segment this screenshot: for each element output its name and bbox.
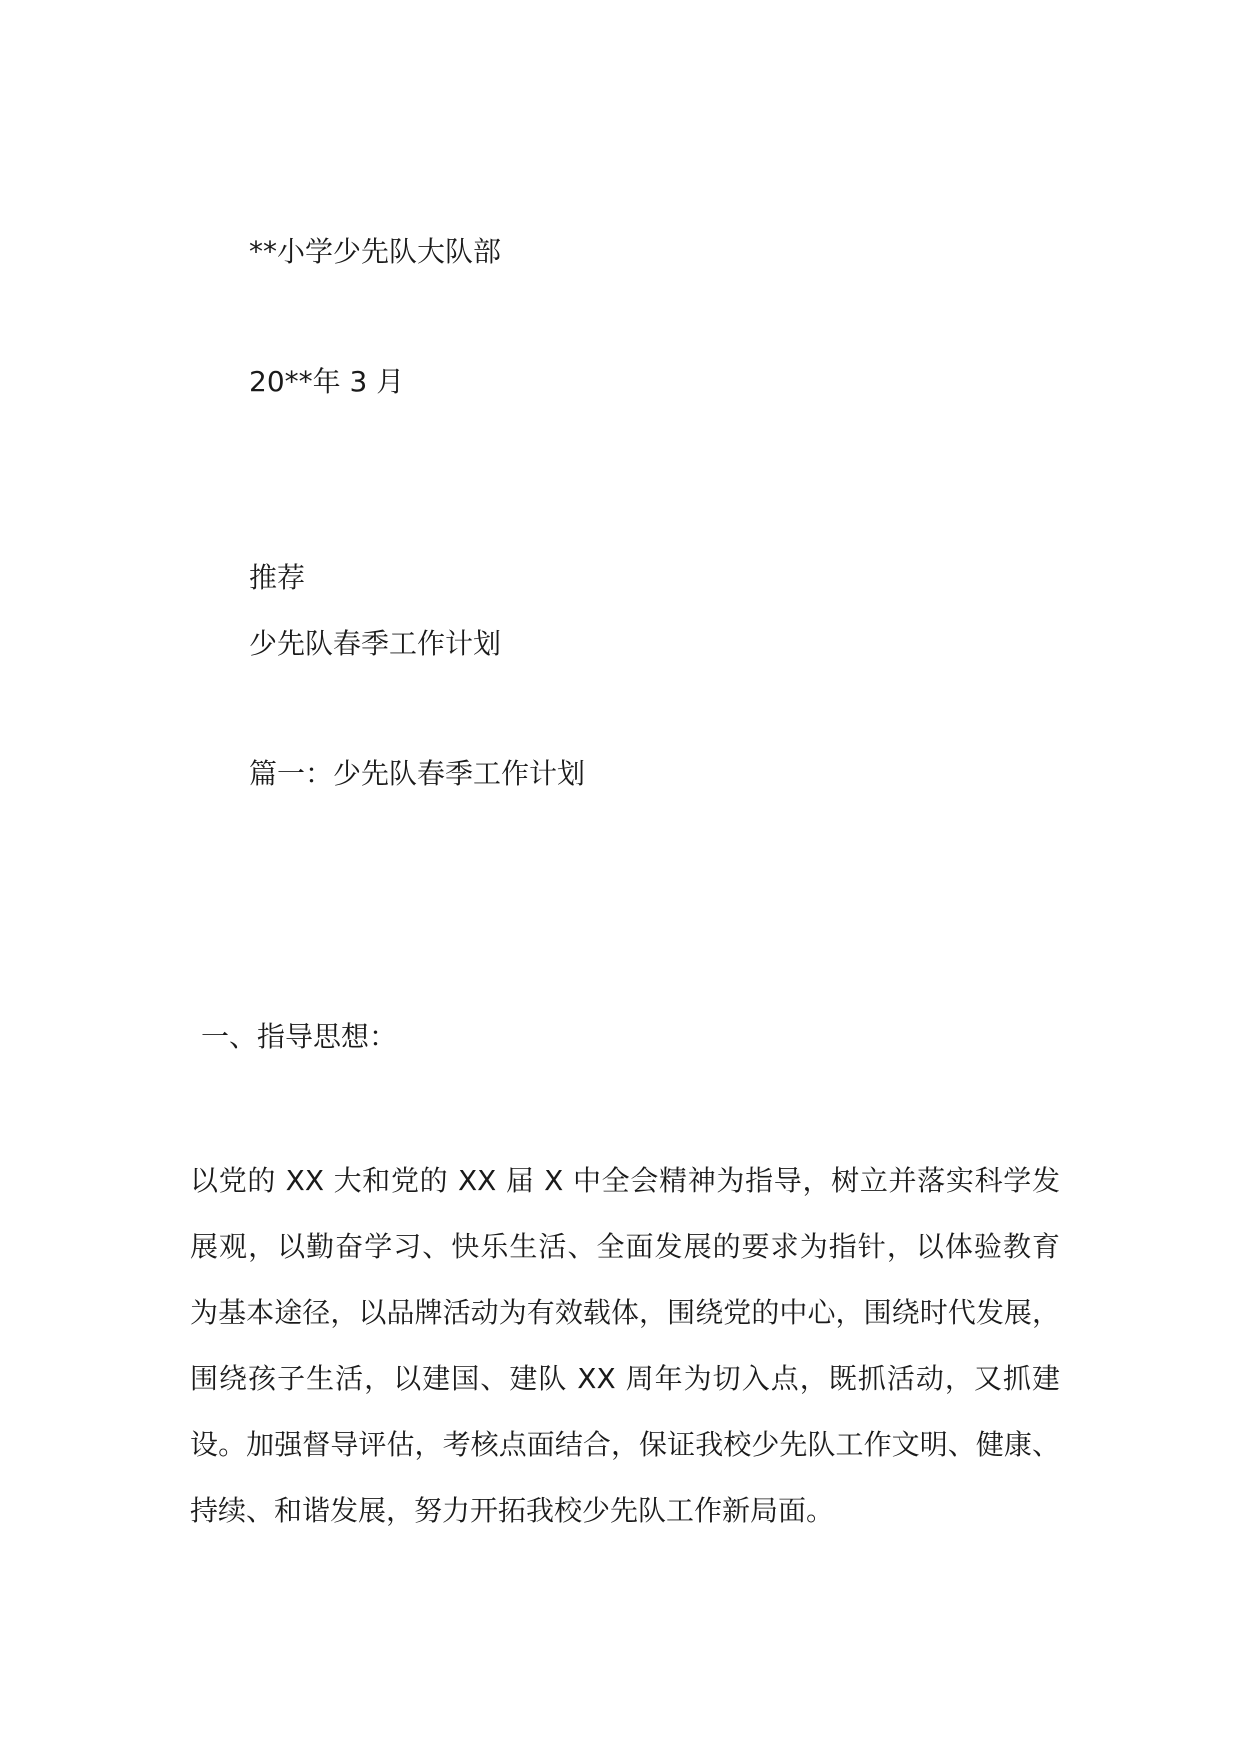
body-paragraph <box>190 1148 1060 1544</box>
paragraph-line: 持续、和谐发展，努力开拓我校少先队工作新局面。 <box>190 1494 835 1527</box>
issuer-line: **小学少先队大队部 <box>249 235 502 268</box>
paragraph-line: 设。加强督导评估，考核点面结合，保证我校少先队工作文明、健康、 <box>190 1428 1060 1461</box>
paragraph-line: 以党的 XX 大和党的 XX 届 X 中全会精神为指导，树立并落实科学发 <box>190 1164 1060 1197</box>
section-heading: 一、指导思想： <box>201 1020 398 1053</box>
paragraph-line: 为基本途径，以品牌活动为有效载体，围绕党的中心，围绕时代发展， <box>190 1296 1060 1329</box>
recommend-title: 少先队春季工作计划 <box>249 627 502 660</box>
chapter-title: 篇一：少先队春季工作计划 <box>249 757 586 790</box>
recommend-label: 推荐 <box>249 561 306 594</box>
paragraph-line: 展观，以勤奋学习、快乐生活、全面发展的要求为指针，以体验教育 <box>190 1230 1060 1263</box>
date-line: 20**年 3 月 <box>249 365 405 398</box>
paragraph-line: 围绕孩子生活，以建国、建队 XX 周年为切入点，既抓活动，又抓建 <box>190 1362 1060 1395</box>
